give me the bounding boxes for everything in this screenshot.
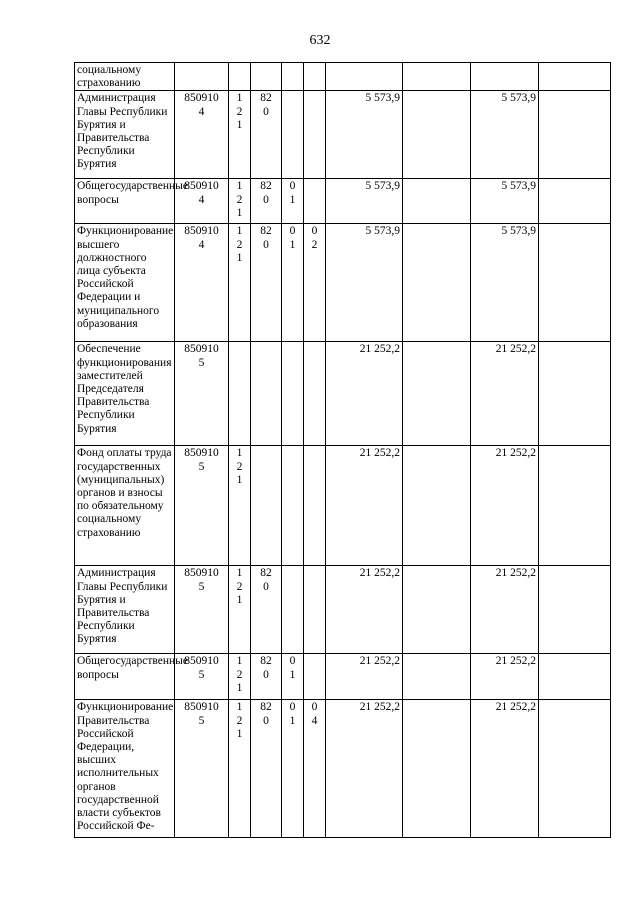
cell-amount-2	[403, 63, 471, 91]
cell-subsection	[304, 91, 326, 179]
table-row	[75, 700, 611, 838]
cell-code: 850910 5	[175, 654, 229, 700]
cell-amount-1: 21 252,2	[326, 700, 403, 838]
cell-amount-1: 21 252,2	[326, 654, 403, 700]
table-row	[75, 224, 611, 342]
table-row	[75, 63, 611, 91]
cell-vr: 1 2 1	[229, 566, 251, 654]
cell-code	[175, 63, 229, 91]
table-row	[75, 446, 611, 566]
cell-amount-3: 5 573,9	[471, 224, 539, 342]
cell-name: Обеспечение функционирования заместителей Председателя Правительства Республики Бурятия	[75, 342, 175, 446]
cell-subsection	[304, 63, 326, 91]
cell-code: 850910 4	[175, 179, 229, 224]
cell-section: 0 1	[282, 224, 304, 342]
cell-vr: 1 2 1	[229, 700, 251, 838]
cell-amount-4	[539, 700, 611, 838]
cell-subsection: 0 2	[304, 224, 326, 342]
table-row	[75, 179, 611, 224]
cell-amount-1: 21 252,2	[326, 446, 403, 566]
cell-amount-2	[403, 446, 471, 566]
cell-grbs	[251, 446, 282, 566]
cell-amount-3: 21 252,2	[471, 342, 539, 446]
table-row	[75, 654, 611, 700]
cell-grbs: 82 0	[251, 179, 282, 224]
cell-grbs: 82 0	[251, 654, 282, 700]
cell-amount-3: 21 252,2	[471, 446, 539, 566]
budget-table	[74, 62, 611, 838]
cell-code: 850910 5	[175, 566, 229, 654]
cell-grbs	[251, 63, 282, 91]
cell-subsection	[304, 342, 326, 446]
cell-section	[282, 566, 304, 654]
cell-section	[282, 446, 304, 566]
cell-amount-4	[539, 224, 611, 342]
cell-section	[282, 91, 304, 179]
cell-vr: 1 2 1	[229, 654, 251, 700]
cell-amount-2	[403, 224, 471, 342]
cell-amount-3	[471, 63, 539, 91]
cell-amount-2	[403, 91, 471, 179]
cell-amount-4	[539, 654, 611, 700]
cell-amount-1	[326, 63, 403, 91]
table-body	[75, 63, 611, 838]
cell-vr: 1 2 1	[229, 446, 251, 566]
cell-code: 850910 5	[175, 700, 229, 838]
page-number: 632	[309, 33, 331, 48]
cell-amount-3: 5 573,9	[471, 179, 539, 224]
cell-amount-3: 21 252,2	[471, 566, 539, 654]
cell-section	[282, 63, 304, 91]
cell-name: Общегосударственные вопросы	[75, 179, 175, 224]
cell-amount-4	[539, 566, 611, 654]
cell-amount-1: 5 573,9	[326, 179, 403, 224]
cell-code: 850910 5	[175, 342, 229, 446]
cell-grbs	[251, 342, 282, 446]
cell-subsection: 0 4	[304, 700, 326, 838]
cell-amount-2	[403, 700, 471, 838]
cell-amount-4	[539, 63, 611, 91]
cell-subsection	[304, 654, 326, 700]
cell-amount-2	[403, 566, 471, 654]
cell-vr: 1 2 1	[229, 224, 251, 342]
cell-subsection	[304, 179, 326, 224]
cell-amount-4	[539, 342, 611, 446]
cell-vr: 1 2 1	[229, 179, 251, 224]
cell-code: 850910 4	[175, 91, 229, 179]
cell-vr	[229, 63, 251, 91]
cell-section: 0 1	[282, 654, 304, 700]
cell-amount-1: 5 573,9	[326, 91, 403, 179]
cell-amount-1: 21 252,2	[326, 342, 403, 446]
cell-amount-4	[539, 179, 611, 224]
table-row	[75, 342, 611, 446]
cell-name: Администрация Главы Республики Бурятия и Правительства Республики Бурятия	[75, 91, 175, 179]
cell-subsection	[304, 446, 326, 566]
table-row	[75, 91, 611, 179]
cell-section	[282, 342, 304, 446]
cell-amount-2	[403, 179, 471, 224]
cell-section: 0 1	[282, 700, 304, 838]
cell-name: социальному страхованию	[75, 63, 175, 91]
table-row	[75, 566, 611, 654]
cell-name: Функционирование высшего должностного лица субъекта Российской Федерации и муниципального образования	[75, 224, 175, 342]
cell-name: Общегосударственные вопросы	[75, 654, 175, 700]
cell-grbs: 82 0	[251, 566, 282, 654]
cell-amount-4	[539, 446, 611, 566]
cell-name: Администрация Главы Республики Бурятия и Правительства Республики Бурятия	[75, 566, 175, 654]
cell-name: Фонд оплаты труда государственных (муниципальных) органов и взносы по обязательному социальному страхованию	[75, 446, 175, 566]
cell-vr: 1 2 1	[229, 91, 251, 179]
cell-amount-3: 21 252,2	[471, 654, 539, 700]
cell-subsection	[304, 566, 326, 654]
cell-amount-3: 5 573,9	[471, 91, 539, 179]
cell-amount-4	[539, 91, 611, 179]
cell-name: Функционирование Правительства Российской Федерации, высших исполнительных органов государственной власти субъектов Российской Фе-	[75, 700, 175, 838]
cell-grbs: 82 0	[251, 700, 282, 838]
cell-code: 850910 5	[175, 446, 229, 566]
cell-amount-2	[403, 342, 471, 446]
cell-code: 850910 4	[175, 224, 229, 342]
cell-amount-1: 21 252,2	[326, 566, 403, 654]
cell-section: 0 1	[282, 179, 304, 224]
cell-amount-2	[403, 654, 471, 700]
cell-grbs: 82 0	[251, 224, 282, 342]
cell-amount-1: 5 573,9	[326, 224, 403, 342]
cell-grbs: 82 0	[251, 91, 282, 179]
cell-amount-3: 21 252,2	[471, 700, 539, 838]
cell-vr	[229, 342, 251, 446]
